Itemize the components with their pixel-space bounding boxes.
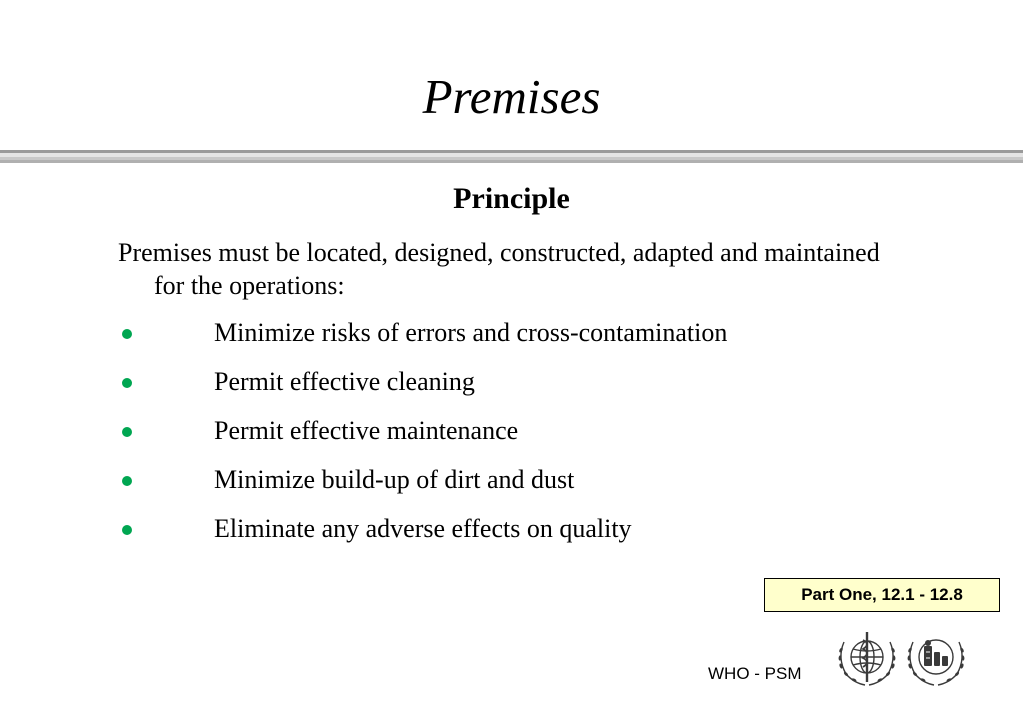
footer-label: WHO - PSM (708, 664, 802, 683)
bullet-dot-icon (122, 476, 132, 486)
bullet-text: Minimize build-up of dirt and dust (214, 465, 575, 494)
bullet-text: Minimize risks of errors and cross-contamination (214, 318, 728, 347)
wreath-emblem-icon (901, 628, 971, 690)
reference-box: Part One, 12.1 - 12.8 (764, 578, 1000, 612)
bullet-dot-icon (122, 525, 132, 535)
bullet-dot-icon (122, 378, 132, 388)
bullet-dot-icon (122, 329, 132, 339)
who-emblem-icon (832, 628, 902, 690)
bullet-text: Eliminate any adverse effects on quality (214, 514, 632, 543)
bullet-text: Permit effective maintenance (214, 416, 519, 445)
divider-band (0, 160, 1023, 163)
section-heading: Principle (453, 182, 570, 215)
slide-title: Premises (422, 69, 601, 124)
bullet-dot-icon (122, 427, 132, 437)
intro-paragraph: Premises must be located, designed, constructed, adapted and maintained for the operations: (118, 238, 880, 300)
title-divider (0, 150, 1023, 164)
bullet-text: Permit effective cleaning (214, 367, 475, 396)
